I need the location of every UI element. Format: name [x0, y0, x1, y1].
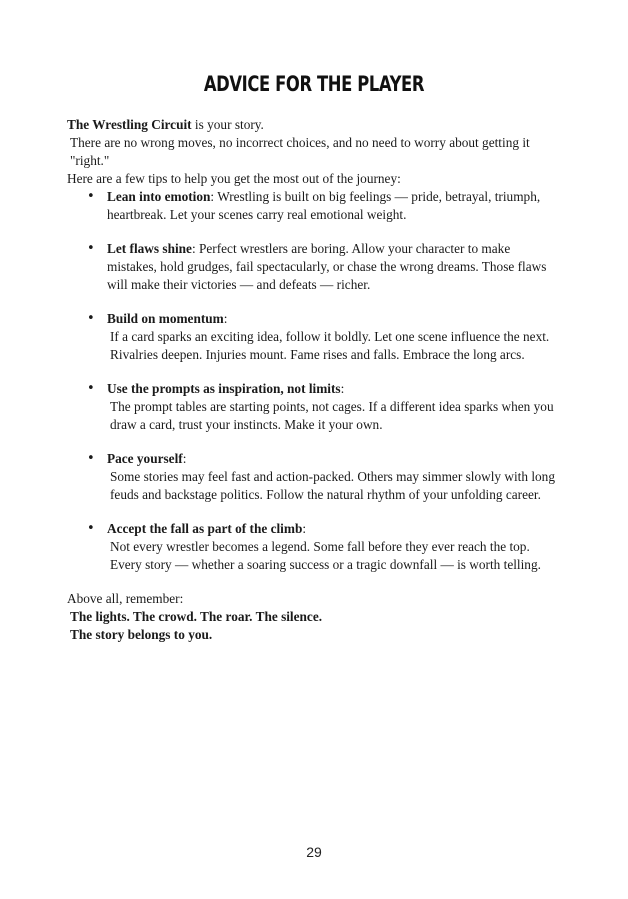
intro-lead-bold: The Wrestling Circuit [67, 117, 192, 132]
page-title: ADVICE FOR THE PLAYER [203, 72, 425, 96]
tips-lead: Here are a few tips to help you get the most out of the journey: [67, 171, 401, 186]
closing-emphasis-line: The story belongs to you. [70, 627, 213, 642]
tip-body: Not every wrestler becomes a legend. Some fall before they ever reach the top. Every story — whether a soaring success or a tragic downfall — is worth telling. [110, 539, 541, 572]
closing-paragraph [67, 590, 559, 644]
intro-paragraph [67, 116, 559, 170]
tip-title: Let flaws shine [107, 241, 192, 256]
tip-colon: : [182, 451, 187, 466]
intro-line: There are no wrong moves, no incorrect choices, and no need to worry about getting it "right." [70, 135, 530, 168]
tip-item [107, 310, 559, 364]
tip-item [107, 380, 559, 434]
closing-line: Above all, remember: [67, 591, 184, 606]
main-content [67, 116, 559, 644]
tip-body: Some stories may feel fast and action-packed. Others may simmer slowly with long feuds and backstage politics. Follow the natural rhythm of your unfolding career. [110, 469, 555, 502]
tip-colon: : [302, 521, 307, 536]
page-number: 29 [306, 844, 322, 860]
tip-item [107, 188, 559, 224]
tip-body: : Perfect wrestlers are boring. Allow your character to make mistakes, hold grudges, fail spectacularly, or chase the wrong dreams. Those flaws will make their victories — and defeats — richer. [107, 241, 547, 292]
closing-emphasis-line: The lights. The crowd. The roar. The silence. [70, 609, 323, 624]
tips-list [67, 188, 559, 574]
tip-title: Lean into emotion [107, 189, 211, 204]
tip-body: : Wrestling is built on big feelings — pride, betrayal, triumph, heartbreak. Let your scenes carry real emotional weight. [107, 189, 541, 222]
tip-body: The prompt tables are starting points, not cages. If a different idea sparks when you draw a card, trust your instincts. Make it your own. [110, 399, 554, 432]
tip-item [107, 450, 559, 504]
tip-colon: : [340, 381, 345, 396]
tip-colon: : [223, 311, 228, 326]
tip-title: Pace yourself [107, 451, 183, 466]
tip-title: Accept the fall as part of the climb [107, 521, 303, 536]
tip-title: Build on momentum [107, 311, 224, 326]
tip-title: Use the prompts as inspiration, not limits [107, 381, 341, 396]
tip-body: If a card sparks an exciting idea, follow it boldly. Let one scene influence the next. Rivalries deepen. Injuries mount. Fame rises and falls. Embrace the long arcs. [110, 329, 550, 362]
tip-item [107, 520, 559, 574]
tip-item [107, 240, 559, 294]
intro-lead-rest: is your story. [191, 117, 264, 132]
